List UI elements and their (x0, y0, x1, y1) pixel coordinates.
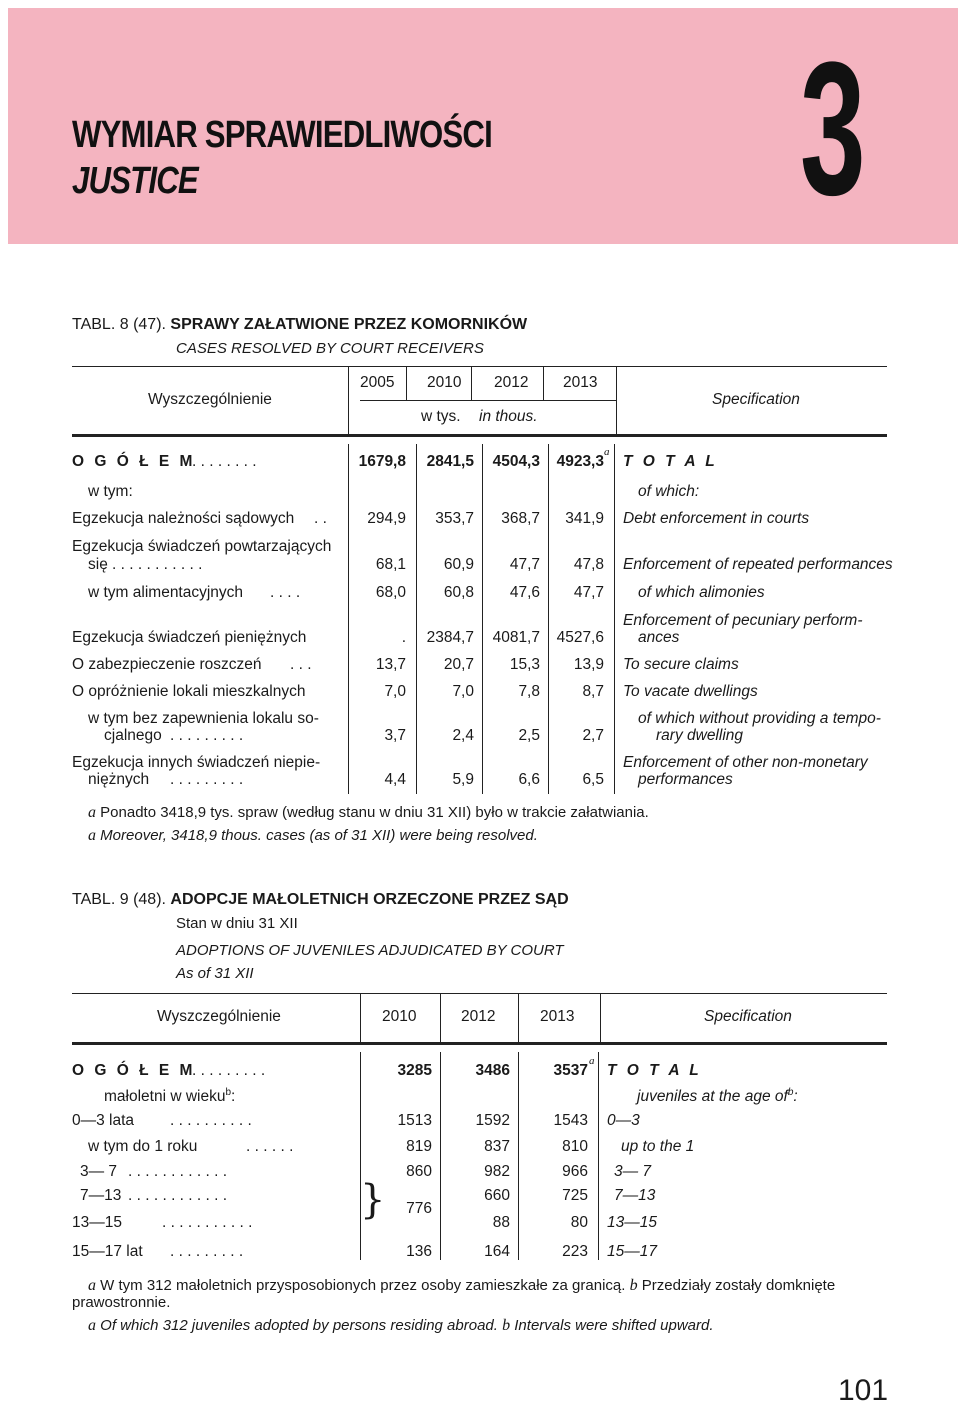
t9-head-rule (72, 1042, 887, 1045)
t8-label: TABL. 8 (47). (72, 316, 166, 333)
t8-heading (72, 316, 527, 334)
t8-note-en: a Moreover, 3418,9 thous. cases (as of 31 XII) were being resolved. (88, 827, 538, 844)
t9-title-pl: ADOPCJE MAŁOLETNICH ORZECZONE PRZEZ SĄD (170, 891, 569, 908)
t8-head-rule (72, 434, 887, 437)
t8-year-rule (360, 400, 616, 401)
t8-head-right: Specification (712, 391, 800, 408)
page-number: 101 (838, 1374, 889, 1407)
t9-label: TABL. 9 (48). (72, 891, 166, 908)
t8-unit-en: in thous. (479, 408, 538, 425)
t9-top-rule (72, 993, 887, 994)
t8-year: 2010 (427, 374, 462, 391)
t9-sub-en: As of 31 XII (176, 965, 254, 982)
t8-top-rule (72, 366, 887, 367)
t9-year: 2013 (540, 1008, 575, 1025)
t9-sub-pl: Stan w dniu 31 XII (176, 915, 298, 932)
chapter-title-en: JUSTICE (72, 160, 198, 202)
t9-year: 2010 (382, 1008, 417, 1025)
t8-year: 2013 (563, 374, 598, 391)
t8-year: 2005 (360, 374, 395, 391)
t9-head-right: Specification (704, 1008, 792, 1025)
t8-head-left: Wyszczególnienie (148, 391, 272, 408)
group-brace: } (360, 1177, 386, 1223)
t9-year: 2012 (461, 1008, 496, 1025)
chapter-number: 3 (800, 23, 866, 235)
t9-heading (72, 891, 569, 909)
chapter-title (72, 112, 492, 204)
t9-note-pl-cont: prawostronnie. (72, 1294, 171, 1311)
t8-title-pl: SPRAWY ZAŁATWIONE PRZEZ KOMORNIKÓW (170, 316, 528, 333)
t8-title-en: CASES RESOLVED BY COURT RECEIVERS (176, 340, 484, 357)
t8-unit-pl: w tys. (421, 408, 461, 425)
t9-title-en: ADOPTIONS OF JUVENILES ADJUDICATED BY COURT (176, 942, 564, 959)
chapter-title-pl: WYMIAR SPRAWIEDLIWOŚCI (72, 114, 492, 156)
t9-note-en: a Of which 312 juveniles adopted by persons residing abroad. b Intervals were shifted upward. (88, 1317, 714, 1334)
t9-head-left: Wyszczególnienie (157, 1008, 281, 1025)
t8-note-pl: a Ponadto 3418,9 tys. spraw (według stanu w dniu 31 XII) było w trakcie załatwiania. (88, 804, 649, 821)
t9-note-pl: a W tym 312 małoletnich przysposobionych przez osoby zamieszkałe za granicą. b Przedziały zostały domknięte (88, 1277, 836, 1294)
t8-year: 2012 (494, 374, 529, 391)
merged-value: 776 (406, 1200, 432, 1217)
